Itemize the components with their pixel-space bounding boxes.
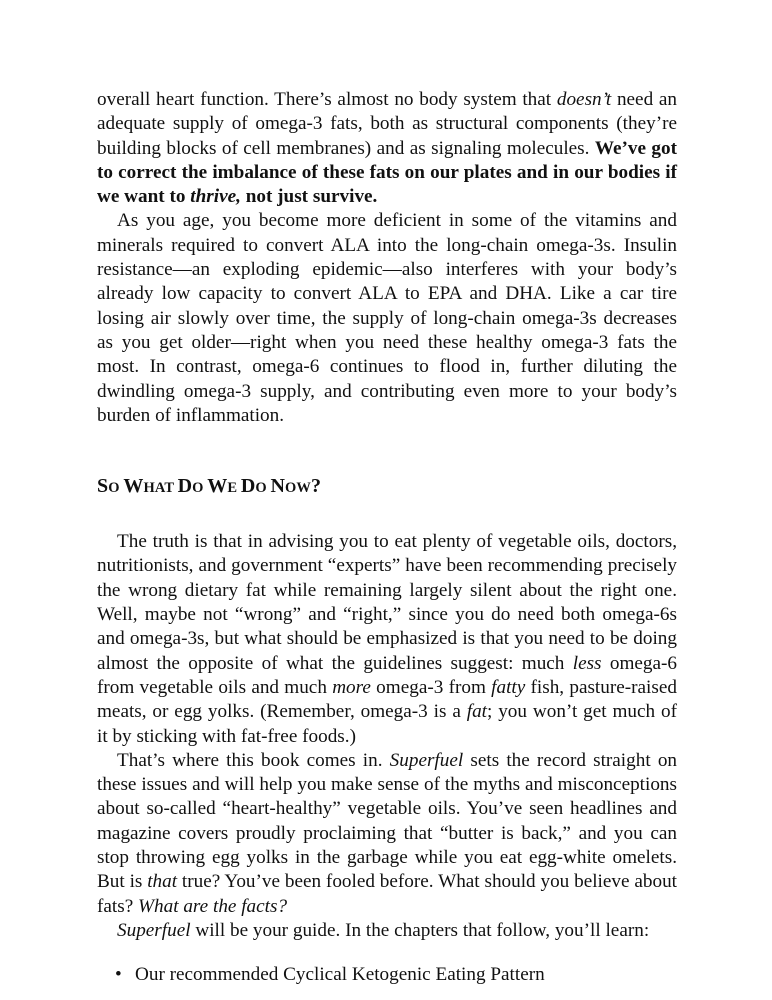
text-run: will be your guide. In the chapters that follow, you’ll learn: — [190, 919, 650, 941]
section-heading — [97, 474, 677, 500]
heading-cap: D — [177, 475, 193, 498]
bold-text-run: not just survive. — [240, 186, 378, 208]
bold-text-run: We’ve got to correct the imbalance of these fats on our plates and in our bodies if we want to — [97, 137, 677, 208]
italic-run: more — [332, 676, 371, 698]
text-run: omega-3 from — [370, 676, 492, 698]
italic-run: Superfuel — [389, 749, 464, 771]
paragraph-your-guide — [97, 919, 677, 943]
italic-run: What are the facts? — [138, 895, 288, 917]
text-run: That’s where this book comes in. — [117, 749, 390, 771]
italic-run: less — [572, 652, 602, 674]
text-run: fish, pasture-raised meats, or egg yolks. (Remember, omega-3 is a — [97, 676, 677, 723]
italic-run: Superfuel — [117, 919, 191, 941]
heading-small-caps: O — [255, 480, 271, 497]
heading-small-caps: O — [192, 480, 208, 497]
text-run: ; you won’t get much of it by sticking with fat-free foods.) — [97, 701, 677, 747]
list-item-text: Our recommended Cyclical Ketogenic Eating Pattern — [135, 964, 545, 986]
bold-italic-run: thrive, — [190, 186, 241, 208]
paragraph-this-book — [97, 749, 677, 919]
heading-cap: S — [97, 475, 109, 498]
heading-cap: N — [270, 475, 286, 498]
heading-cap: W — [123, 475, 144, 498]
paragraph-aging-deficiency — [97, 209, 677, 428]
text-run: need an adequate supply of omega-3 fats, both as structural components (they’re building blocks of cell membranes) and as signaling molecules. — [97, 89, 677, 159]
list-item — [115, 963, 677, 987]
heading-cap: D — [240, 475, 256, 498]
heading-small-caps: O — [108, 480, 124, 497]
text-run: true? You’ve been fooled before. What should you believe about fats? — [97, 871, 677, 917]
italic-run: doesn’t — [556, 89, 612, 110]
italic-run: fat — [466, 701, 487, 723]
page-body — [97, 88, 677, 988]
heading-cap: ? — [311, 475, 322, 498]
italic-run: that — [147, 871, 178, 893]
text-run: omega-6 from vegetable oils and much — [97, 652, 677, 698]
bullet-icon: • — [115, 964, 122, 986]
bullet-list — [97, 963, 677, 987]
italic-run: fatty — [491, 676, 526, 698]
heading-cap: W — [207, 475, 228, 498]
text-run: sets the record straight on these issues and will help you make sense of the myths and misconceptions about so-called “heart-healthy” vegetable oils. You’ve seen headlines and magazine covers proudly proclaiming that “butter is back,” and you can stop throwing egg yolks in the garbage while you eat egg-white omelets. But is — [97, 749, 678, 893]
text-run: overall heart function. There’s almost no body system that — [97, 89, 557, 110]
heading-small-caps: HAT — [143, 480, 178, 497]
paragraph-the-truth — [97, 530, 677, 749]
text-run: The truth is that in advising you to eat plenty of vegetable oils, doctors, nutritionists, and government “experts” have been recommending precisely the wrong dietary fat while remaining largely silent about the right one. Well, maybe not “wrong” and “right,” since you do need both omega-6s and omega-3s, but what should be emphasized is that you need to be doing almost the opposite of what the guidelines suggest: much — [97, 531, 677, 674]
paragraph-heart-function — [97, 88, 677, 209]
heading-small-caps: E — [227, 480, 241, 497]
text-run: As you age, you become more deficient in some of the vitamins and minerals required to convert ALA into the long-chain omega-3s. Insulin resistance—an exploding epidemic—also interferes with your body’s already low capacity to convert ALA to EPA and DHA. Like a car tire losing air slowly over time, the supply of long-chain omega-3s decreases as you get older—right when you need these healthy omega-3 fats the most. In contrast, omega-6 continues to flood in, further diluting the dwindling omega-3 supply, and contributing even more to your body’s burden of inflammation. — [97, 210, 677, 426]
heading-small-caps: OW — [285, 480, 312, 497]
